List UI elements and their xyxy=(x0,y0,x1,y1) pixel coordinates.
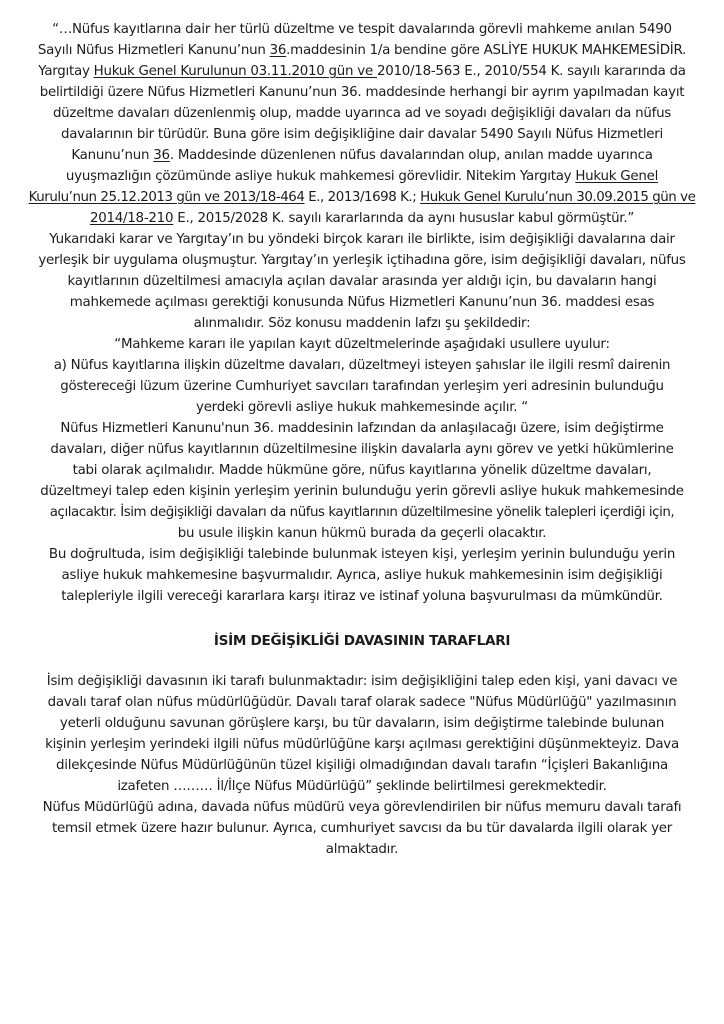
text-line: bu usule ilişkin kanun hükmü burada da geçerli olacaktır. xyxy=(177,526,547,541)
text-segment: E., 2015/2028 K. sayılı kararlarında da aynı hususlar kabul görmüştür.” xyxy=(173,211,635,226)
text-segment: davalarının bir türüdür. Buna göre isim değişikliğine dair davalar 5490 Sayılı Nüfus Hizmetleri xyxy=(60,127,664,142)
text-line xyxy=(4,124,720,145)
text-line: almaktadır. xyxy=(325,842,399,857)
text-line: yerdeki görevli asliye hukuk mahkemesinde açılır. “ xyxy=(196,400,528,415)
spacer xyxy=(4,607,720,631)
paragraph-jurisdiction xyxy=(4,418,720,544)
text-line: izafeten ……… İl/İlçe Nüfus Müdürlüğü” şeklinde belirtilmesi gerekmektedir. xyxy=(117,779,607,794)
text-line: Bu doğrultuda, isim değişikliği talebinde bulunmak isteyen kişi, yerleşim yerinin bulunduğu yerin xyxy=(48,547,676,562)
text-line xyxy=(4,19,720,40)
paragraph-established-practice xyxy=(4,229,720,334)
text-segment: Yargıtay xyxy=(38,64,94,79)
text-line: yeterli olduğunu savunan görüşlere karşı, bu tür davaların, isim değiştirme talebinde bulunan xyxy=(59,716,665,731)
underlined-citation: Hukuk Genel Kurulu’nun 30.09.2015 gün ve xyxy=(420,190,696,205)
underlined-citation: Hukuk Genel Kurulunun 03.11.2010 gün ve xyxy=(93,64,377,79)
text-segment: E., 2013/1698 K.; xyxy=(304,190,421,205)
text-line xyxy=(4,166,720,187)
text-line: Yukarıdaki karar ve Yargıtay’ın bu yöndeki birçok kararı ile birlikte, isim değişikliği davalarına dair xyxy=(49,232,675,247)
text-line xyxy=(4,40,720,61)
text-line xyxy=(4,208,720,229)
text-line: “Mahkeme kararı ile yapılan kayıt düzeltmelerinde aşağıdaki usullere uyulur: xyxy=(114,337,610,352)
text-line xyxy=(4,187,720,208)
text-line: davaları, diğer nüfus kayıtlarının düzeltilmesine ilişkin davalarla aynı görev ve yetki hükümlerine xyxy=(50,442,674,457)
text-line: İsim değişikliği davasının iki tarafı bulunmaktadır: isim değişikliğini talep eden kişi, yani davacı ve xyxy=(46,674,678,689)
section-heading: İSİM DEĞİŞİKLİĞİ DAVASININ TARAFLARI xyxy=(213,633,511,649)
text-line xyxy=(4,82,720,103)
text-segment: 2010/18-563 E., 2010/554 K. sayılı kararında da xyxy=(376,64,686,79)
text-line: yerleşik bir uygulama oluşmuştur. Yargıtay’ın yerleşik içtihadına göre, isim değişikliği davaları, nüfus xyxy=(38,253,686,268)
paragraph-supreme-court-quote xyxy=(4,19,720,229)
text-segment: Kanunu’nun xyxy=(71,148,154,163)
paragraph-parties xyxy=(4,671,720,797)
text-line: talepleriyle ilgili vereceği kararlara karşı itiraz ve istinaf yoluna başvurulması da mümkündür. xyxy=(61,589,663,604)
text-segment: “…Nüfus kayıtlarına dair her türlü düzeltme ve tespit davalarında görevli mahkeme anılan 5490 xyxy=(52,22,672,37)
text-line: açılacaktır. İsim değişikliği davaları da nüfus kayıtlarının düzeltilmesine yönelik talepleri içerdiği için, xyxy=(49,505,675,520)
text-line xyxy=(4,61,720,82)
text-line: kayıtlarının düzeltilmesi amacıyla açılan davalar arasında yer aldığı için, bu davaların hangi xyxy=(67,274,657,289)
text-line: göstereceği lüzum üzerine Cumhuriyet savcıları tarafından yerleşim yeri adresinin bulunduğu xyxy=(60,379,664,394)
underlined-citation: 2014/18-210 xyxy=(89,211,174,226)
paragraph-representation xyxy=(4,797,720,860)
text-line xyxy=(4,103,720,124)
text-segment: uyuşmazlığın çözümünde asliye hukuk mahkemesi görevlidir. Nitekim Yargıtay xyxy=(65,169,576,184)
underlined-citation: 36 xyxy=(153,148,170,163)
text-line: temsil etmek üzere hazır bulunur. Ayrıca, cumhuriyet savcısı da bu tür davalarda ilgili olarak yer xyxy=(51,821,673,836)
text-line: Nüfus Hizmetleri Kanunu'nun 36. maddesinin lafzından da anlaşılacağı üzere, isim değiştirme xyxy=(60,421,664,436)
text-line: düzeltmeyi talep eden kişinin yerleşim yerinin bulunduğu yerin görevli asliye hukuk mahkemesinde xyxy=(40,484,684,499)
text-line: alınmalıdır. Söz konusu maddenin lafzı şu şekildedir: xyxy=(193,316,531,331)
underlined-citation: 36 xyxy=(269,43,287,58)
text-line: dilekçesinde Nüfus Müdürlüğünün tüzel kişiliği olmadığından davalı tarafın “İçişleri Bakanlığına xyxy=(56,758,668,773)
text-line: mahkemede açılması gerektiği konusunda Nüfus Hizmetleri Kanunu’nun 36. maddesi esas xyxy=(69,295,655,310)
text-line: Nüfus Müdürlüğü adına, davada nüfus müdürü veya görevlendirilen bir nüfus memuru davalı tarafı xyxy=(42,800,682,815)
text-line xyxy=(4,145,720,166)
underlined-citation: Hukuk Genel xyxy=(575,169,659,184)
text-line: a) Nüfus kayıtlarına ilişkin düzeltme davaları, düzeltmeyi isteyen şahıslar ile ilgili resmî dairenin xyxy=(53,358,671,373)
paragraph-application xyxy=(4,544,720,607)
text-line: davalı taraf olan nüfus müdürlüğüdür. Davalı taraf olarak sadece "Nüfus Müdürlüğü" yazılmasının xyxy=(47,695,677,710)
text-segment: belirtildiği üzere Nüfus Hizmetleri Kanunu’nun 36. maddesinde herhangi bir ayrım yapılmadan kayıt xyxy=(39,85,685,100)
text-line: kişinin yerleşim yerindeki ilgili nüfus müdürlüğüne karşı açılması gerektiğini düşünmekteyiz. Dava xyxy=(45,737,679,752)
spacer xyxy=(4,652,720,671)
text-line: tabi olarak açılmalıdır. Madde hükmüne göre, nüfus kayıtlarına yönelik düzeltme davaları, xyxy=(72,463,652,478)
law-article-quote xyxy=(4,334,720,418)
text-line: asliye hukuk mahkemesine başvurmalıdır. Ayrıca, asliye hukuk mahkemesinin isim değişikliği xyxy=(61,568,663,583)
text-segment: . Maddesinde düzenlenen nüfus davalarından olup, anılan madde uyarınca xyxy=(169,148,653,163)
underlined-citation: Kurulu’nun 25.12.2013 gün ve 2013/18-464 xyxy=(28,190,305,205)
text-segment: Sayılı Nüfus Hizmetleri Kanunu’nun xyxy=(37,43,270,58)
text-segment: .maddesinin 1/a bendine göre ASLİYE HUKUK MAHKEMESİDİR. xyxy=(286,43,687,58)
text-segment: düzeltme davaları düzenlenmiş olup, madde uyarınca ad ve soyadı değişikliği davaları da nüfus xyxy=(52,106,672,121)
